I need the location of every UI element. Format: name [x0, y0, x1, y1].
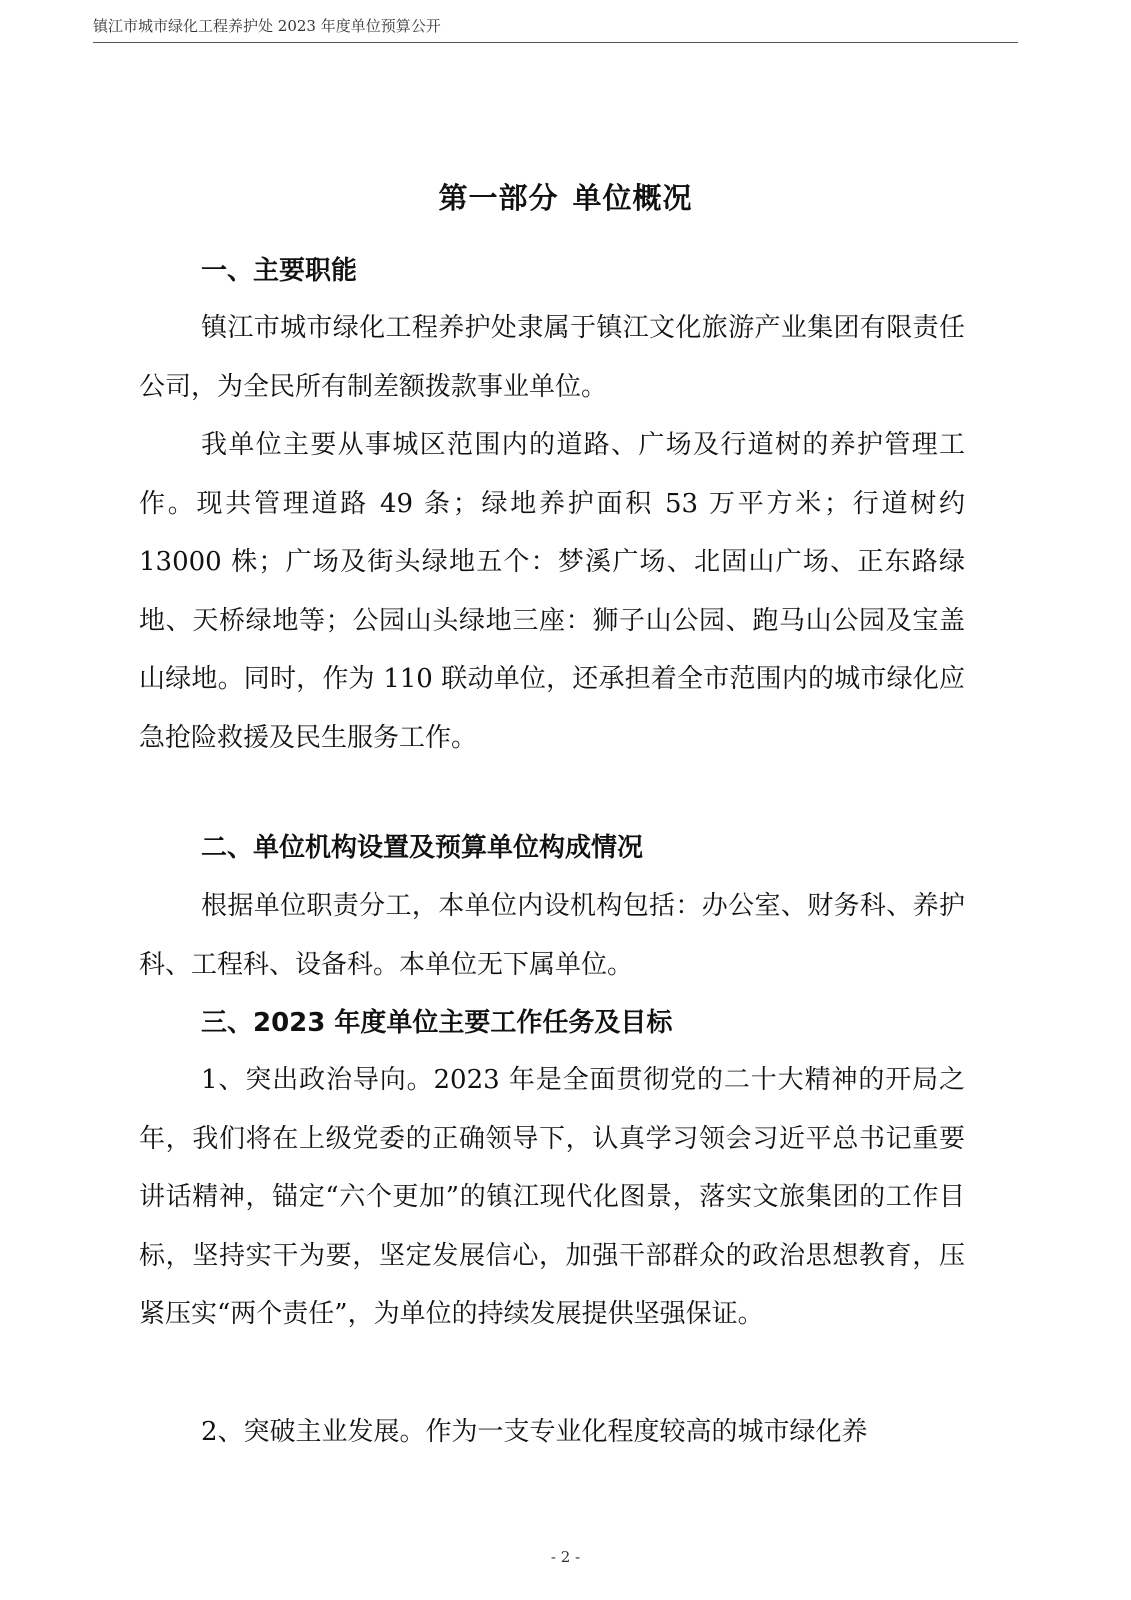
paragraph-responsibilities: 我单位主要从事城区范围内的道路、广场及行道树的养护管理工作。现共管理道路 49 条；绿地养护面积 53 万平方米；行道树约 13000 株；广场及街头绿地五个：梦溪广场、北固山广场、正东路绿地、天桥绿地等；公园山头绿地三座：狮子山公园、跑马山公园及宝盖山绿地。同时，作为 110 联动单位，还承担着全市范围内的城市绿化应急抢险救援及民生服务工作。 — [139, 430, 965, 753]
page-number: - 2 - — [550, 1548, 581, 1566]
paragraph-task-business: 2、突破主业发展。作为一支专业化程度较高的城市绿化养 — [201, 1417, 868, 1447]
paragraph-task-political: 1、突出政治导向。2023 年是全面贯彻党的二十大精神的开局之年，我们将在上级党委的正确领导下，认真学习领会习近平总书记重要讲话精神，锚定“六个更加”的镇江现代化图景，落实文旅集团的工作目标，坚持实干为要，坚定发展信心，加强干部群众的政治思想教育，压紧压实“两个责任”，为单位的持续发展提供坚强保证。 — [139, 1065, 965, 1329]
page-title-name: 单位概况 — [572, 181, 693, 215]
page-title — [0, 178, 1131, 218]
section-heading-organization: 二、单位机构设置及预算单位构成情况 — [201, 833, 644, 863]
running-header-title: 镇江市城市绿化工程养护处 2023 年度单位预算公开 — [93, 17, 441, 35]
running-header — [93, 12, 1018, 43]
paragraph-organization: 根据单位职责分工，本单位内设机构包括：办公室、财务科、养护科、工程科、设备科。本单位无下属单位。 — [139, 891, 965, 980]
paragraph-affiliation: 镇江市城市绿化工程养护处隶属于镇江文化旅游产业集团有限责任公司，为全民所有制差额拨款事业单位。 — [139, 313, 965, 402]
section-heading-tasks-2023: 三、2023 年度单位主要工作任务及目标 — [201, 1008, 673, 1038]
page-title-part: 第一部分 — [438, 181, 559, 215]
section-heading-main-functions: 一、主要职能 — [201, 256, 358, 286]
